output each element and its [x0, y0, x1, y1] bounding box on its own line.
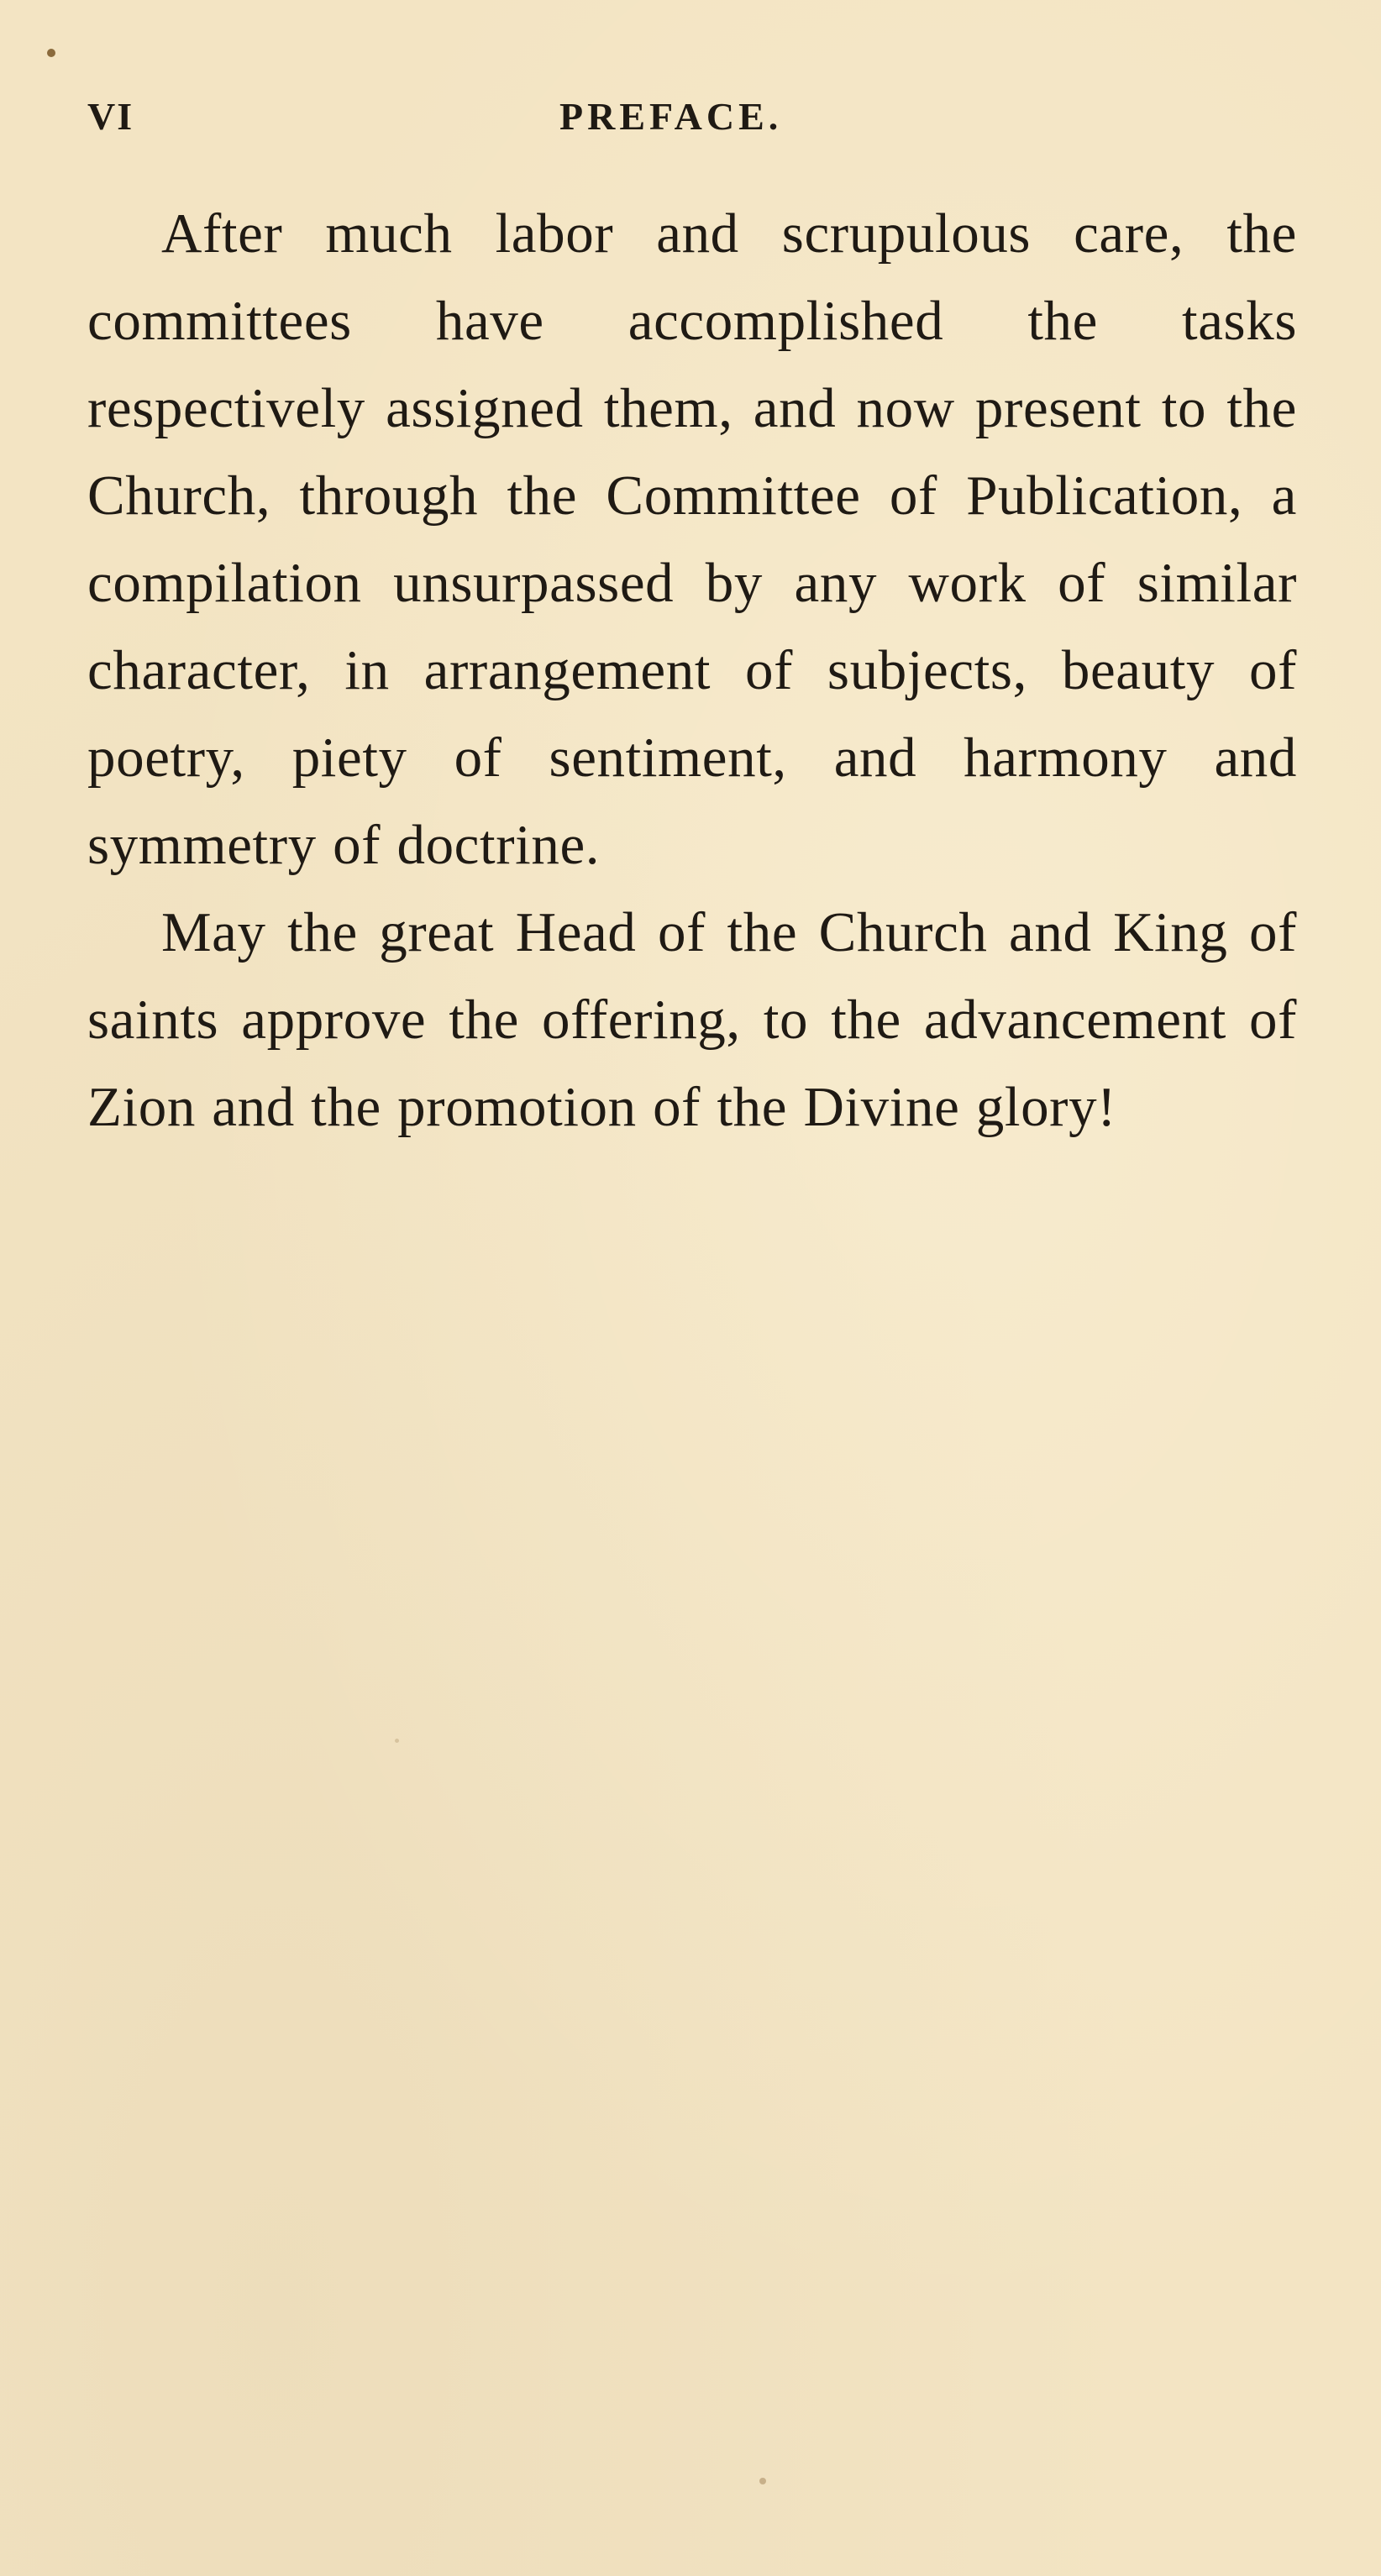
- paper-speck: [395, 1739, 399, 1743]
- running-head-title: PREFACE.: [559, 95, 783, 138]
- body-text: [87, 190, 1297, 1151]
- ink-speck: [47, 49, 55, 57]
- paragraph: After much labor and scrupulous care, the committees have accomplished the tasks respectively assigned them, and now present to the Church, through the Committee of Publication, a compilation unsurpassed by any work of similar character, in arrangement of subjects, beauty of poetry, piety of sentiment, and harmony and symmetry of doctrine.: [87, 202, 1297, 876]
- paragraph: May the great Head of the Church and King of saints approve the offering, to the advancement of Zion and the promotion of the Divine glory!: [87, 901, 1297, 1138]
- paper-speck: [759, 2478, 766, 2484]
- page-number: VI: [87, 95, 134, 138]
- running-head: [87, 87, 1297, 146]
